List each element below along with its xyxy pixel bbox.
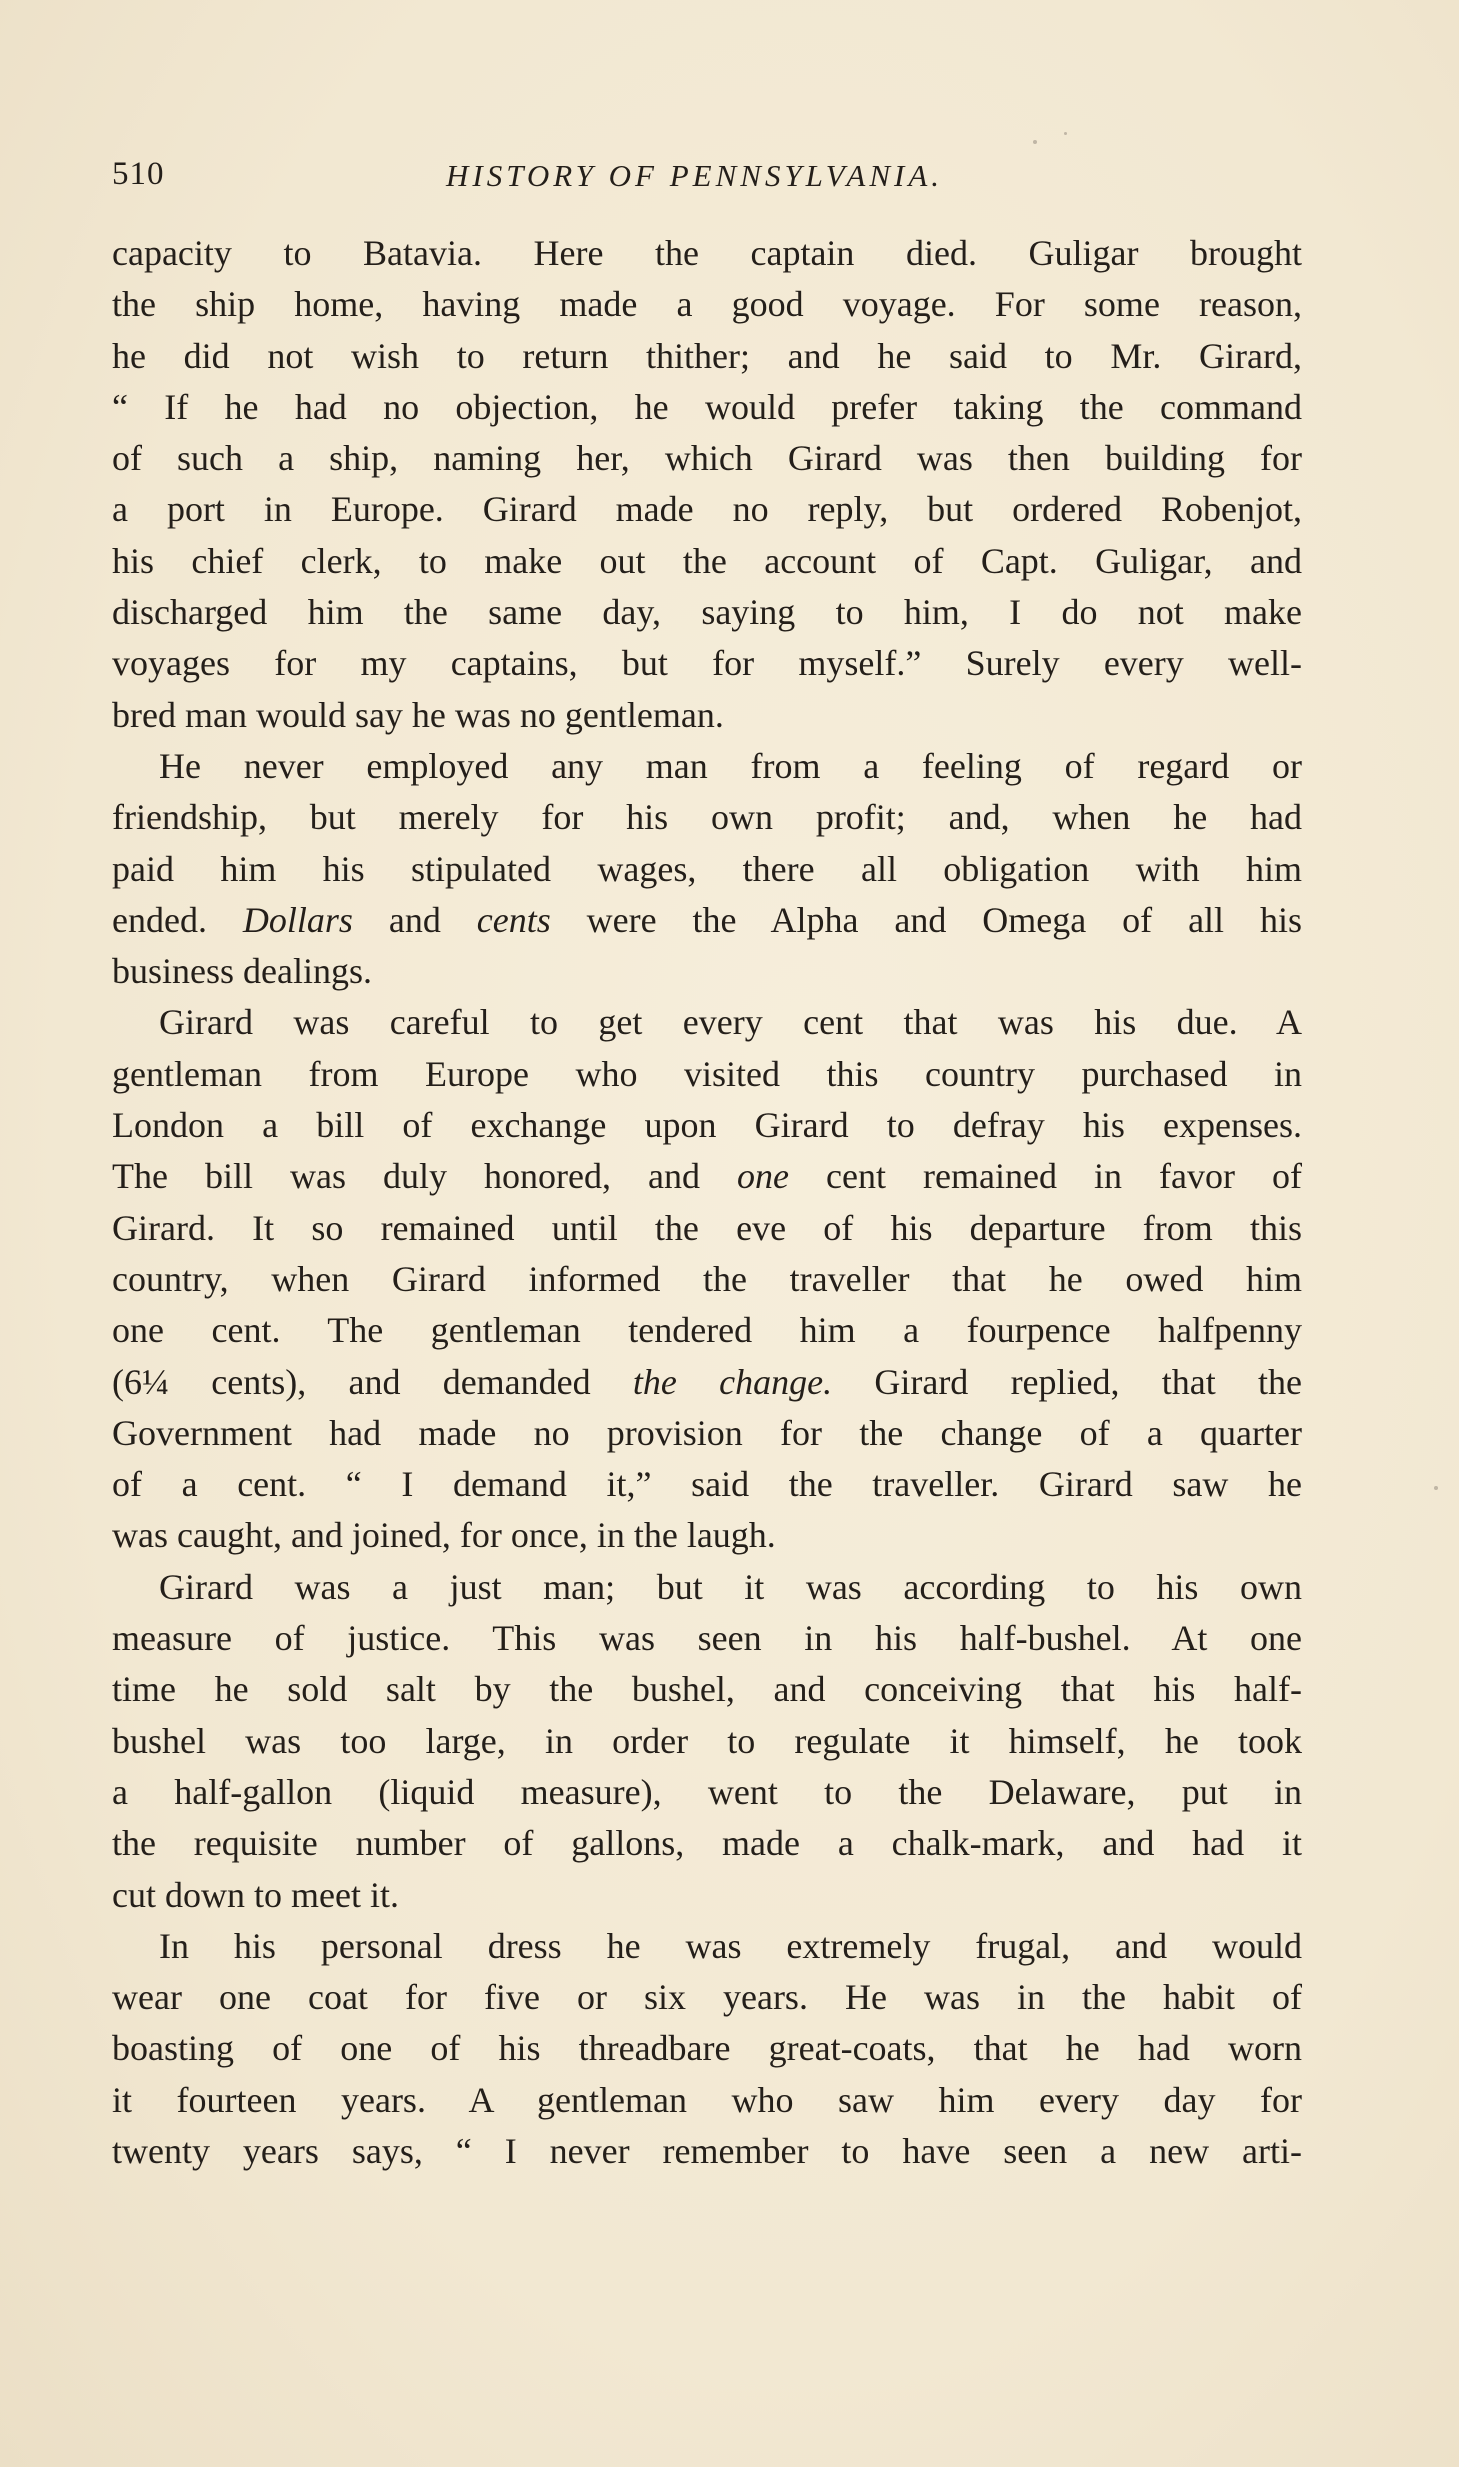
text-line: one cent. The gentleman tendered him a fourpence halfpenny (112, 1310, 1302, 1351)
text-line: (6¼ cents), and demanded the change. Girard replied, that the (112, 1361, 1302, 1402)
text-line: a port in Europe. Girard made no reply, but ordered Robenjot, (112, 489, 1302, 530)
text-line: discharged him the same day, saying to him, I do not make (112, 592, 1302, 633)
text-line: it fourteen years. A gentleman who saw him every day for (112, 2079, 1302, 2120)
text-line: the ship home, having made a good voyage. For some reason, (112, 284, 1302, 325)
running-head: HISTORY OF PENNSYLVANIA. (446, 158, 944, 193)
text-line: the requisite number of gallons, made a chalk-mark, and had it (112, 1823, 1302, 1864)
text-line: he did not wish to return thither; and he said to Mr. Girard, (112, 335, 1302, 376)
text-line: friendship, but merely for his own profit; and, when he had (112, 797, 1302, 838)
paper-speck (1064, 132, 1067, 135)
text-line: voyages for my captains, but for myself.” Surely every well- (112, 643, 1302, 684)
text-line: measure of justice. This was seen in his half-bushel. At one (112, 1618, 1302, 1659)
text-line: Girard was a just man; but it was according to his own (159, 1566, 1302, 1607)
text-line: his chief clerk, to make out the account of Capt. Guligar, and (112, 540, 1302, 581)
text-line: capacity to Batavia. Here the captain died. Guligar brought (112, 233, 1302, 273)
text-line: country, when Girard informed the traveller that he owed him (112, 1258, 1302, 1299)
text-line: gentleman from Europe who visited this country purchased in (112, 1053, 1302, 1094)
text-line: business dealings. (112, 951, 372, 992)
text-line: bushel was too large, in order to regulate it himself, he took (112, 1720, 1302, 1761)
text-line: of such a ship, naming her, which Girard was then building for (112, 438, 1302, 479)
body-text (112, 228, 1302, 2177)
text-line: was caught, and joined, for once, in the laugh. (112, 1515, 776, 1556)
text-line: bred man would say he was no gentleman. (112, 694, 724, 735)
text-line: paid him his stipulated wages, there all obligation with him (112, 848, 1302, 889)
paper-speck (1434, 1486, 1438, 1490)
text-line: Girard was careful to get every cent that was his due. A (159, 1002, 1302, 1043)
text-line: wear one coat for five or six years. He was in the habit of (112, 1977, 1302, 2018)
text-line: cut down to meet it. (112, 1874, 399, 1915)
page-number: 510 (112, 156, 165, 192)
paper-speck (1033, 140, 1037, 144)
text-line: The bill was duly honored, and one cent remained in favor of (112, 1156, 1302, 1197)
text-line: Girard. It so remained until the eve of his departure from this (112, 1207, 1302, 1248)
text-line: He never employed any man from a feeling of regard or (159, 745, 1302, 786)
text-line: time he sold salt by the bushel, and conceiving that his half- (112, 1669, 1302, 1710)
page-header (112, 156, 1312, 206)
text-line: London a bill of exchange upon Girard to defray his expenses. (112, 1105, 1302, 1146)
text-line: In his personal dress he was extremely frugal, and would (159, 1925, 1302, 1966)
text-line: Government had made no provision for the change of a quarter (112, 1412, 1302, 1453)
text-line: “ If he had no objection, he would prefer taking the command (112, 386, 1302, 427)
text-line: of a cent. “ I demand it,” said the traveller. Girard saw he (112, 1464, 1302, 1505)
text-line: twenty years says, “ I never remember to have seen a new arti- (112, 2130, 1302, 2171)
text-line: a half-gallon (liquid measure), went to the Delaware, put in (112, 1771, 1302, 1812)
text-line: ended. Dollars and cents were the Alpha and Omega of all his (112, 899, 1302, 940)
text-line: boasting of one of his threadbare great-coats, that he had worn (112, 2028, 1302, 2069)
